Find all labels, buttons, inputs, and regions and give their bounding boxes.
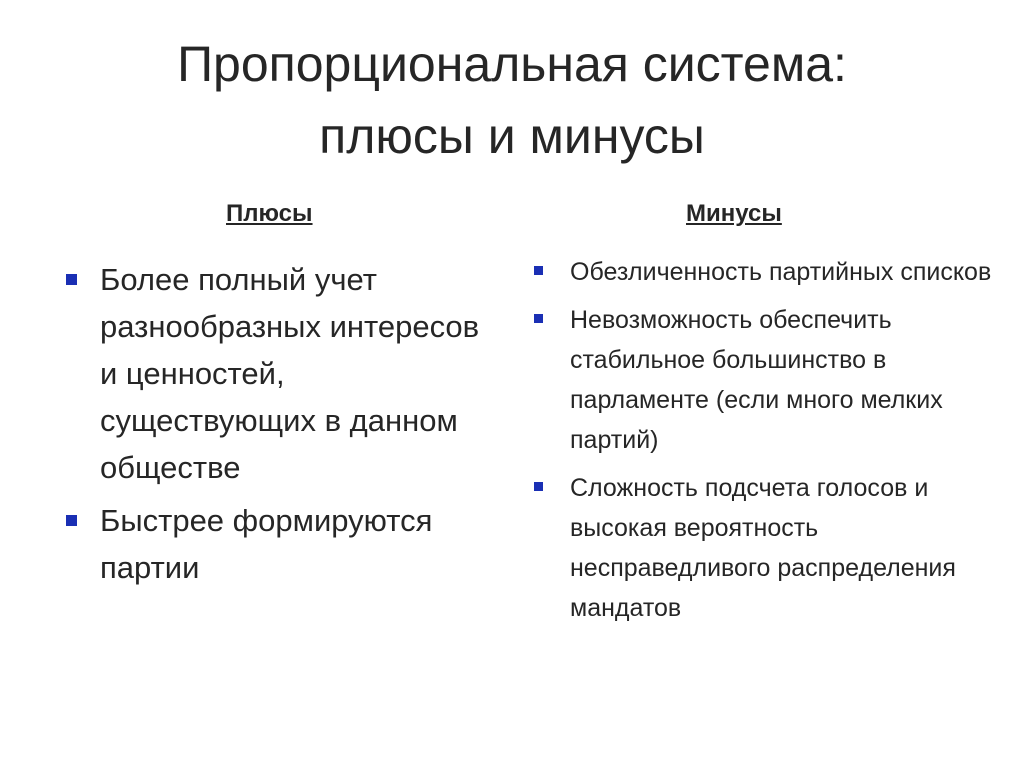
- square-bullet-icon: [534, 482, 543, 491]
- square-bullet-icon: [66, 274, 77, 285]
- square-bullet-icon: [534, 266, 543, 275]
- pros-item: [64, 497, 504, 591]
- cons-item-text: Сложность подсчета голосов и высокая вероятность несправедливого распределения мандатов: [570, 474, 956, 622]
- cons-list: [532, 252, 1002, 636]
- cons-heading: Минусы: [686, 200, 782, 227]
- cons-item: [532, 252, 1002, 292]
- cons-item: [532, 468, 1002, 628]
- slide-title: [0, 28, 1024, 172]
- pros-item-text: Быстрее формируются партии: [100, 503, 433, 585]
- square-bullet-icon: [66, 515, 77, 526]
- cons-item-text: Обезличенность партийных списков: [570, 258, 992, 286]
- title-line-2: плюсы и минусы: [319, 108, 705, 164]
- square-bullet-icon: [534, 314, 543, 323]
- pros-list: [64, 256, 504, 597]
- pros-item-text: Более полный учет разнообразных интересов и ценностей, существующих в данном обществе: [100, 262, 480, 485]
- pros-item: [64, 256, 504, 491]
- cons-item: [532, 300, 1002, 460]
- cons-item-text: Невозможность обеспечить стабильное большинство в парламенте (если много мелких партий): [570, 306, 943, 454]
- pros-heading: Плюсы: [226, 200, 313, 227]
- title-line-1: Пропорциональная система:: [177, 36, 847, 92]
